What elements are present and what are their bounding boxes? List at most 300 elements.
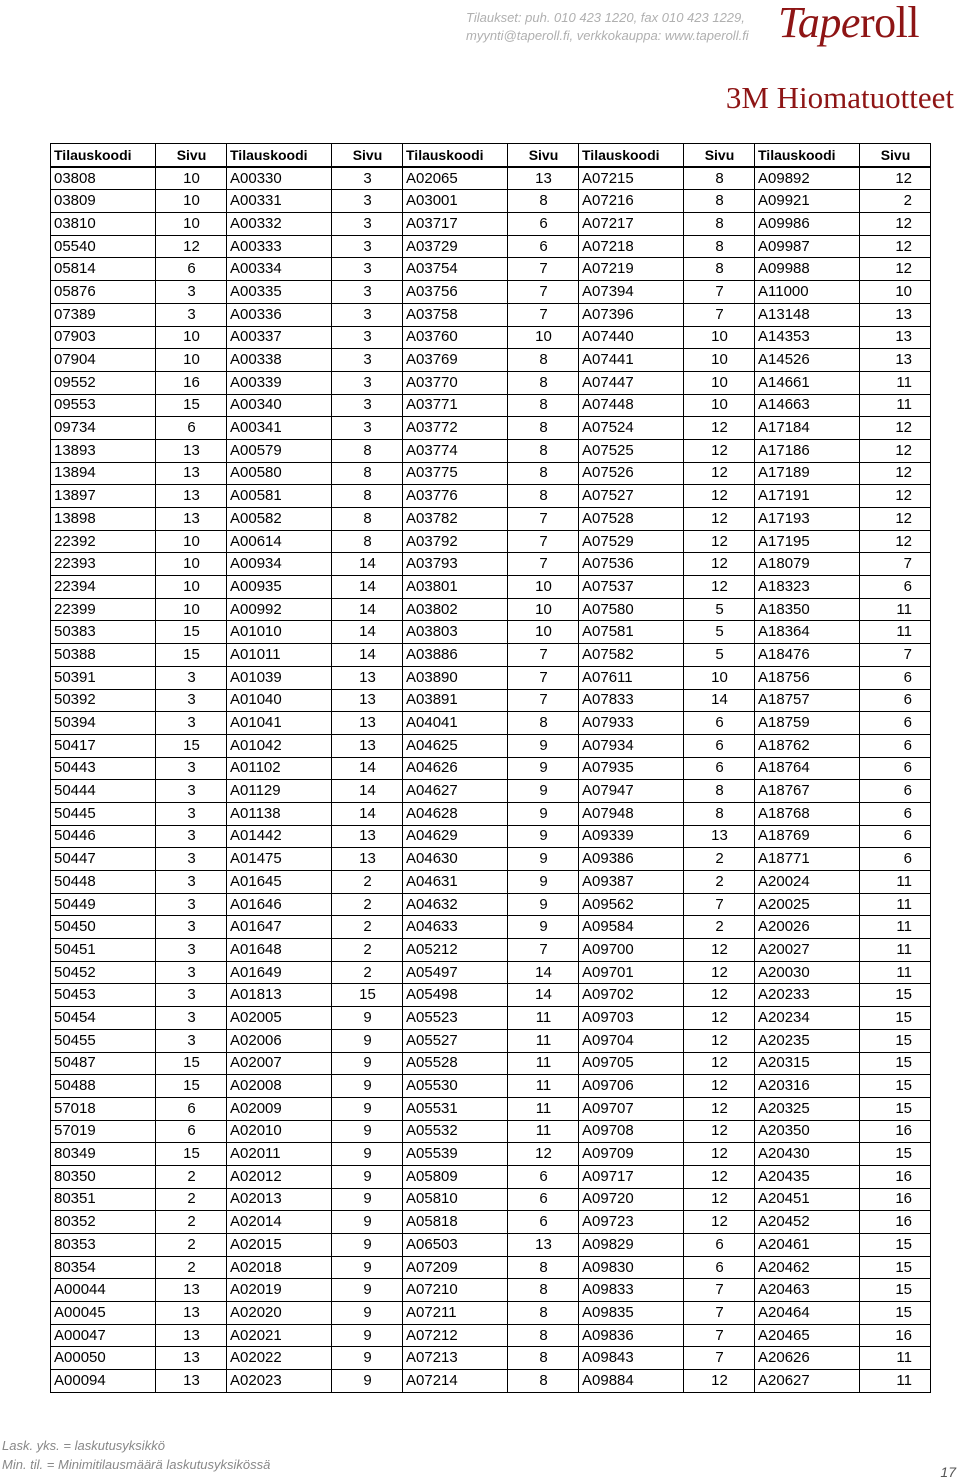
page-cell: 6 xyxy=(860,825,931,848)
order-code-cell: A03801 xyxy=(403,576,508,599)
order-code-cell: A09709 xyxy=(579,1143,684,1166)
page-cell: 7 xyxy=(508,508,579,531)
table-row xyxy=(51,530,931,553)
order-code-cell: A20451 xyxy=(755,1188,860,1211)
order-code-cell: A20430 xyxy=(755,1143,860,1166)
page-cell: 6 xyxy=(860,780,931,803)
page-cell: 13 xyxy=(332,825,403,848)
order-code-cell: A07394 xyxy=(579,281,684,304)
page-cell: 9 xyxy=(332,1324,403,1347)
order-code-cell: A09987 xyxy=(755,235,860,258)
page-cell: 2 xyxy=(684,916,755,939)
order-code-cell: A07448 xyxy=(579,394,684,417)
order-code-cell: 50394 xyxy=(51,712,156,735)
order-code-cell: 50487 xyxy=(51,1052,156,1075)
order-code-cell: A00582 xyxy=(227,508,332,531)
table-row xyxy=(51,235,931,258)
page-cell: 12 xyxy=(684,1007,755,1030)
page-cell: 12 xyxy=(684,439,755,462)
order-code-cell: A02006 xyxy=(227,1029,332,1052)
page-cell: 7 xyxy=(860,553,931,576)
order-code-cell: A17191 xyxy=(755,485,860,508)
order-code-cell: A03886 xyxy=(403,644,508,667)
page-cell: 15 xyxy=(860,1234,931,1257)
page-cell: 8 xyxy=(508,712,579,735)
order-code-cell: A20463 xyxy=(755,1279,860,1302)
page-cell: 12 xyxy=(508,1143,579,1166)
table-row xyxy=(51,666,931,689)
page-cell: 15 xyxy=(156,1143,227,1166)
order-code-cell: A03782 xyxy=(403,508,508,531)
order-code-cell: 80350 xyxy=(51,1165,156,1188)
page-cell: 6 xyxy=(156,1097,227,1120)
order-code-cell: A11000 xyxy=(755,281,860,304)
page-cell: 10 xyxy=(156,530,227,553)
page-cell: 16 xyxy=(860,1120,931,1143)
order-code-cell: A02019 xyxy=(227,1279,332,1302)
page-cell: 3 xyxy=(156,961,227,984)
page-cell: 14 xyxy=(508,984,579,1007)
page-cell: 7 xyxy=(684,893,755,916)
order-code-cell: A00935 xyxy=(227,576,332,599)
page-cell: 14 xyxy=(332,802,403,825)
page-cell: 8 xyxy=(508,1279,579,1302)
order-code-cell: A05539 xyxy=(403,1143,508,1166)
order-code-cell: A07215 xyxy=(579,167,684,190)
order-code-cell: A18476 xyxy=(755,644,860,667)
column-header-sivu: Sivu xyxy=(508,144,579,167)
table-row xyxy=(51,1029,931,1052)
page-cell: 7 xyxy=(508,281,579,304)
order-code-cell: 80351 xyxy=(51,1188,156,1211)
order-code-cell: A09717 xyxy=(579,1165,684,1188)
page-cell: 8 xyxy=(508,394,579,417)
order-code-cell: A20233 xyxy=(755,984,860,1007)
table-row xyxy=(51,576,931,599)
page-cell: 13 xyxy=(332,734,403,757)
order-code-cell: A09723 xyxy=(579,1211,684,1234)
page-cell: 14 xyxy=(508,961,579,984)
order-code-cell: 57019 xyxy=(51,1120,156,1143)
order-code-cell: 03808 xyxy=(51,167,156,190)
page-cell: 9 xyxy=(332,1097,403,1120)
table-row xyxy=(51,780,931,803)
page-cell: 15 xyxy=(860,1075,931,1098)
page-cell: 2 xyxy=(332,939,403,962)
page-cell: 12 xyxy=(860,462,931,485)
table-row xyxy=(51,190,931,213)
page-cell: 14 xyxy=(332,553,403,576)
order-code-cell: A05523 xyxy=(403,1007,508,1030)
order-code-cell: A14661 xyxy=(755,371,860,394)
page-cell: 12 xyxy=(684,462,755,485)
page-cell: 14 xyxy=(684,689,755,712)
page-cell: 6 xyxy=(860,802,931,825)
order-code-cell: A07934 xyxy=(579,734,684,757)
order-code-cell: A20316 xyxy=(755,1075,860,1098)
page-cell: 13 xyxy=(508,1234,579,1257)
page-cell: 5 xyxy=(684,621,755,644)
page-cell: 2 xyxy=(684,871,755,894)
table-row xyxy=(51,462,931,485)
order-code-cell: A03890 xyxy=(403,666,508,689)
order-code-cell: A20024 xyxy=(755,871,860,894)
order-code-cell: 80354 xyxy=(51,1256,156,1279)
page-cell: 7 xyxy=(508,303,579,326)
page-cell: 3 xyxy=(156,893,227,916)
order-code-cell: A18771 xyxy=(755,848,860,871)
page-cell: 2 xyxy=(156,1165,227,1188)
order-code-cell: A05809 xyxy=(403,1165,508,1188)
order-code-cell: A02005 xyxy=(227,1007,332,1030)
table-row xyxy=(51,1052,931,1075)
page-cell: 11 xyxy=(508,1097,579,1120)
page-cell: 7 xyxy=(508,939,579,962)
taperoll-logo xyxy=(778,0,919,48)
order-code-cell: A09835 xyxy=(579,1302,684,1325)
order-code-cell: A03754 xyxy=(403,258,508,281)
order-code-cell: A01813 xyxy=(227,984,332,1007)
page-cell: 13 xyxy=(508,167,579,190)
page-cell: 15 xyxy=(156,621,227,644)
order-code-cell: A18769 xyxy=(755,825,860,848)
order-code-cell: A17184 xyxy=(755,417,860,440)
table-row xyxy=(51,213,931,236)
table-row xyxy=(51,1256,931,1279)
page-cell: 8 xyxy=(684,258,755,281)
table-row xyxy=(51,508,931,531)
order-code-cell: A01102 xyxy=(227,757,332,780)
table-row xyxy=(51,1347,931,1370)
order-code-cell: A02012 xyxy=(227,1165,332,1188)
order-code-cell: A18757 xyxy=(755,689,860,712)
table-row xyxy=(51,1188,931,1211)
page-cell: 3 xyxy=(332,190,403,213)
order-code-cell: 50444 xyxy=(51,780,156,803)
table-row xyxy=(51,712,931,735)
page-cell: 10 xyxy=(156,326,227,349)
order-code-cell: A02014 xyxy=(227,1211,332,1234)
page-cell: 8 xyxy=(332,462,403,485)
page-cell: 13 xyxy=(860,326,931,349)
page-cell: 6 xyxy=(684,1256,755,1279)
order-code-cell: 50443 xyxy=(51,757,156,780)
contact-line-phone: Tilaukset: puh. 010 423 1220, fax 010 423 1229, xyxy=(466,10,745,25)
page-cell: 8 xyxy=(508,1324,579,1347)
order-code-cell: A07216 xyxy=(579,190,684,213)
order-code-cell: A09708 xyxy=(579,1120,684,1143)
order-code-cell: A09836 xyxy=(579,1324,684,1347)
column-header-tilauskoodi: Tilauskoodi xyxy=(403,144,508,167)
page-cell: 9 xyxy=(508,757,579,780)
page-cell: 9 xyxy=(332,1052,403,1075)
page-cell: 12 xyxy=(684,984,755,1007)
order-code-cell: 50449 xyxy=(51,893,156,916)
page-cell: 8 xyxy=(508,417,579,440)
order-code-cell: A09701 xyxy=(579,961,684,984)
order-code-cell: 13897 xyxy=(51,485,156,508)
order-code-cell: A14526 xyxy=(755,349,860,372)
page-cell: 8 xyxy=(508,371,579,394)
order-code-cell: A00330 xyxy=(227,167,332,190)
page-cell: 3 xyxy=(332,417,403,440)
page-cell: 15 xyxy=(156,734,227,757)
order-code-cell: 50383 xyxy=(51,621,156,644)
order-code-cell: A20465 xyxy=(755,1324,860,1347)
order-code-cell: 50453 xyxy=(51,984,156,1007)
page-cell: 7 xyxy=(684,1347,755,1370)
page-cell: 3 xyxy=(156,848,227,871)
order-code-cell: A03729 xyxy=(403,235,508,258)
page-cell: 9 xyxy=(332,1165,403,1188)
page-cell: 6 xyxy=(860,689,931,712)
column-header-sivu: Sivu xyxy=(860,144,931,167)
table-row xyxy=(51,644,931,667)
order-code-cell: A09884 xyxy=(579,1370,684,1393)
contact-line-web: myynti@taperoll.fi, verkkokauppa: www.taperoll.fi xyxy=(466,28,749,43)
page-cell: 11 xyxy=(508,1075,579,1098)
order-code-cell: A20627 xyxy=(755,1370,860,1393)
page-cell: 9 xyxy=(508,916,579,939)
page-cell: 11 xyxy=(860,939,931,962)
order-code-cell: A20464 xyxy=(755,1302,860,1325)
page-cell: 9 xyxy=(332,1211,403,1234)
page-cell: 6 xyxy=(860,712,931,735)
table-row xyxy=(51,1097,931,1120)
order-code-cell: A00333 xyxy=(227,235,332,258)
table-row xyxy=(51,349,931,372)
table-body xyxy=(51,167,931,1393)
order-code-cell: A07210 xyxy=(403,1279,508,1302)
column-header-sivu: Sivu xyxy=(156,144,227,167)
order-code-cell: A09829 xyxy=(579,1234,684,1257)
page-cell: 6 xyxy=(860,848,931,871)
order-code-cell: A07948 xyxy=(579,802,684,825)
order-code-cell: A03772 xyxy=(403,417,508,440)
order-code-cell: A07217 xyxy=(579,213,684,236)
order-code-cell: 80352 xyxy=(51,1211,156,1234)
page-cell: 12 xyxy=(860,417,931,440)
order-code-cell: A17195 xyxy=(755,530,860,553)
order-code-cell: A17186 xyxy=(755,439,860,462)
order-code-cell: 09552 xyxy=(51,371,156,394)
page-cell: 16 xyxy=(860,1324,931,1347)
order-code-cell: A09720 xyxy=(579,1188,684,1211)
order-code-cell: A00094 xyxy=(51,1370,156,1393)
order-code-cell: A07581 xyxy=(579,621,684,644)
order-code-cell: 50388 xyxy=(51,644,156,667)
page-cell: 9 xyxy=(508,780,579,803)
order-code-cell: A20461 xyxy=(755,1234,860,1257)
table-row xyxy=(51,1143,931,1166)
order-code-cell: A20435 xyxy=(755,1165,860,1188)
order-code-cell: A09704 xyxy=(579,1029,684,1052)
page-cell: 3 xyxy=(332,326,403,349)
order-code-cell: A01649 xyxy=(227,961,332,984)
page-cell: 13 xyxy=(860,349,931,372)
order-code-cell: A01138 xyxy=(227,802,332,825)
page-cell: 8 xyxy=(508,1302,579,1325)
page-cell: 3 xyxy=(156,916,227,939)
page-cell: 12 xyxy=(684,553,755,576)
order-code-cell: A07527 xyxy=(579,485,684,508)
page-cell: 9 xyxy=(332,1029,403,1052)
page-cell: 9 xyxy=(508,871,579,894)
page-cell: 11 xyxy=(860,893,931,916)
page-cell: 6 xyxy=(156,1120,227,1143)
order-code-cell: A00338 xyxy=(227,349,332,372)
order-code-cell: 50445 xyxy=(51,802,156,825)
page-cell: 13 xyxy=(332,712,403,735)
order-code-cell: A20462 xyxy=(755,1256,860,1279)
order-code-cell: A00934 xyxy=(227,553,332,576)
order-code-cell: A01039 xyxy=(227,666,332,689)
order-code-cell: A02020 xyxy=(227,1302,332,1325)
page-cell: 8 xyxy=(332,485,403,508)
page-cell: 8 xyxy=(684,235,755,258)
page-cell: 6 xyxy=(156,258,227,281)
table-row xyxy=(51,1211,931,1234)
table-header-row xyxy=(51,144,931,167)
order-code-cell: A03001 xyxy=(403,190,508,213)
table-row xyxy=(51,1075,931,1098)
page-number: 17 xyxy=(940,1464,956,1480)
page-cell: 8 xyxy=(508,439,579,462)
order-code-cell: A02007 xyxy=(227,1052,332,1075)
order-code-cell: 50452 xyxy=(51,961,156,984)
page-cell: 3 xyxy=(156,281,227,304)
page-cell: 9 xyxy=(332,1120,403,1143)
order-code-cell: A00579 xyxy=(227,439,332,462)
order-code-cell: A18350 xyxy=(755,598,860,621)
order-code-cell: A18767 xyxy=(755,780,860,803)
order-code-cell: A09700 xyxy=(579,939,684,962)
page-cell: 11 xyxy=(508,1052,579,1075)
order-code-cell: A04627 xyxy=(403,780,508,803)
order-code-cell: A20350 xyxy=(755,1120,860,1143)
page-cell: 14 xyxy=(332,621,403,644)
page-cell: 3 xyxy=(332,394,403,417)
order-code-cell: 07904 xyxy=(51,349,156,372)
page-cell: 13 xyxy=(684,825,755,848)
order-code-cell: 80353 xyxy=(51,1234,156,1257)
page-cell: 6 xyxy=(684,1234,755,1257)
page-cell: 12 xyxy=(684,1120,755,1143)
page-cell: 15 xyxy=(156,394,227,417)
page-cell: 12 xyxy=(684,1165,755,1188)
order-code-cell: A04625 xyxy=(403,734,508,757)
page-cell: 12 xyxy=(684,1188,755,1211)
page-cell: 3 xyxy=(156,1007,227,1030)
page-cell: 10 xyxy=(156,167,227,190)
order-code-cell: A07447 xyxy=(579,371,684,394)
order-code-cell: 09553 xyxy=(51,394,156,417)
table-row xyxy=(51,167,931,190)
page-cell: 11 xyxy=(860,394,931,417)
page-cell: 2 xyxy=(156,1188,227,1211)
order-code-cell: A20025 xyxy=(755,893,860,916)
order-code-cell: A18364 xyxy=(755,621,860,644)
page-cell: 11 xyxy=(508,1007,579,1030)
order-code-cell: 50488 xyxy=(51,1075,156,1098)
page-cell: 9 xyxy=(508,734,579,757)
page-cell: 9 xyxy=(508,825,579,848)
page-cell: 3 xyxy=(332,281,403,304)
order-code-cell: A00337 xyxy=(227,326,332,349)
order-code-cell: A00334 xyxy=(227,258,332,281)
table-row xyxy=(51,871,931,894)
page-cell: 10 xyxy=(508,576,579,599)
page-cell: 2 xyxy=(332,871,403,894)
order-code-cell: A09843 xyxy=(579,1347,684,1370)
order-code-cell: A07440 xyxy=(579,326,684,349)
order-code-cell: A03756 xyxy=(403,281,508,304)
page-cell: 3 xyxy=(156,712,227,735)
page-cell: 3 xyxy=(156,984,227,1007)
page-cell: 13 xyxy=(156,508,227,531)
page-cell: 6 xyxy=(508,1165,579,1188)
page-cell: 13 xyxy=(156,1279,227,1302)
page-cell: 14 xyxy=(332,644,403,667)
order-code-cell: A02065 xyxy=(403,167,508,190)
page-cell: 6 xyxy=(508,235,579,258)
page-cell: 3 xyxy=(332,349,403,372)
table-row xyxy=(51,1234,931,1257)
order-code-cell: A09833 xyxy=(579,1279,684,1302)
order-code-cell: A01646 xyxy=(227,893,332,916)
order-code-cell: 50451 xyxy=(51,939,156,962)
page-cell: 8 xyxy=(508,485,579,508)
page-cell: 13 xyxy=(156,1370,227,1393)
order-code-cell: A04629 xyxy=(403,825,508,848)
order-code-cell: 13894 xyxy=(51,462,156,485)
table-row xyxy=(51,689,931,712)
order-code-table xyxy=(50,143,931,1393)
order-code-cell: A00047 xyxy=(51,1324,156,1347)
page-cell: 2 xyxy=(332,916,403,939)
page-cell: 7 xyxy=(508,644,579,667)
order-code-cell: A18762 xyxy=(755,734,860,757)
page-cell: 11 xyxy=(860,871,931,894)
order-code-cell: A01645 xyxy=(227,871,332,894)
page-cell: 13 xyxy=(332,689,403,712)
page-cell: 15 xyxy=(860,1007,931,1030)
page-cell: 12 xyxy=(684,1029,755,1052)
order-code-cell: A00332 xyxy=(227,213,332,236)
order-code-cell: 50446 xyxy=(51,825,156,848)
order-code-cell: A03717 xyxy=(403,213,508,236)
order-code-cell: A00581 xyxy=(227,485,332,508)
order-code-cell: A09386 xyxy=(579,848,684,871)
order-code-cell: 05876 xyxy=(51,281,156,304)
page-cell: 15 xyxy=(156,1052,227,1075)
page-cell: 7 xyxy=(684,1324,755,1347)
order-code-cell: A01129 xyxy=(227,780,332,803)
order-code-cell: A07219 xyxy=(579,258,684,281)
order-code-cell: A05497 xyxy=(403,961,508,984)
order-code-cell: A09921 xyxy=(755,190,860,213)
page-cell: 6 xyxy=(684,757,755,780)
order-code-cell: A14663 xyxy=(755,394,860,417)
page-cell: 3 xyxy=(156,939,227,962)
order-code-cell: A03776 xyxy=(403,485,508,508)
page-cell: 9 xyxy=(332,1075,403,1098)
order-code-cell: A09706 xyxy=(579,1075,684,1098)
order-code-cell: 22399 xyxy=(51,598,156,621)
page-cell: 8 xyxy=(508,462,579,485)
page-cell: 7 xyxy=(508,666,579,689)
table-row xyxy=(51,281,931,304)
